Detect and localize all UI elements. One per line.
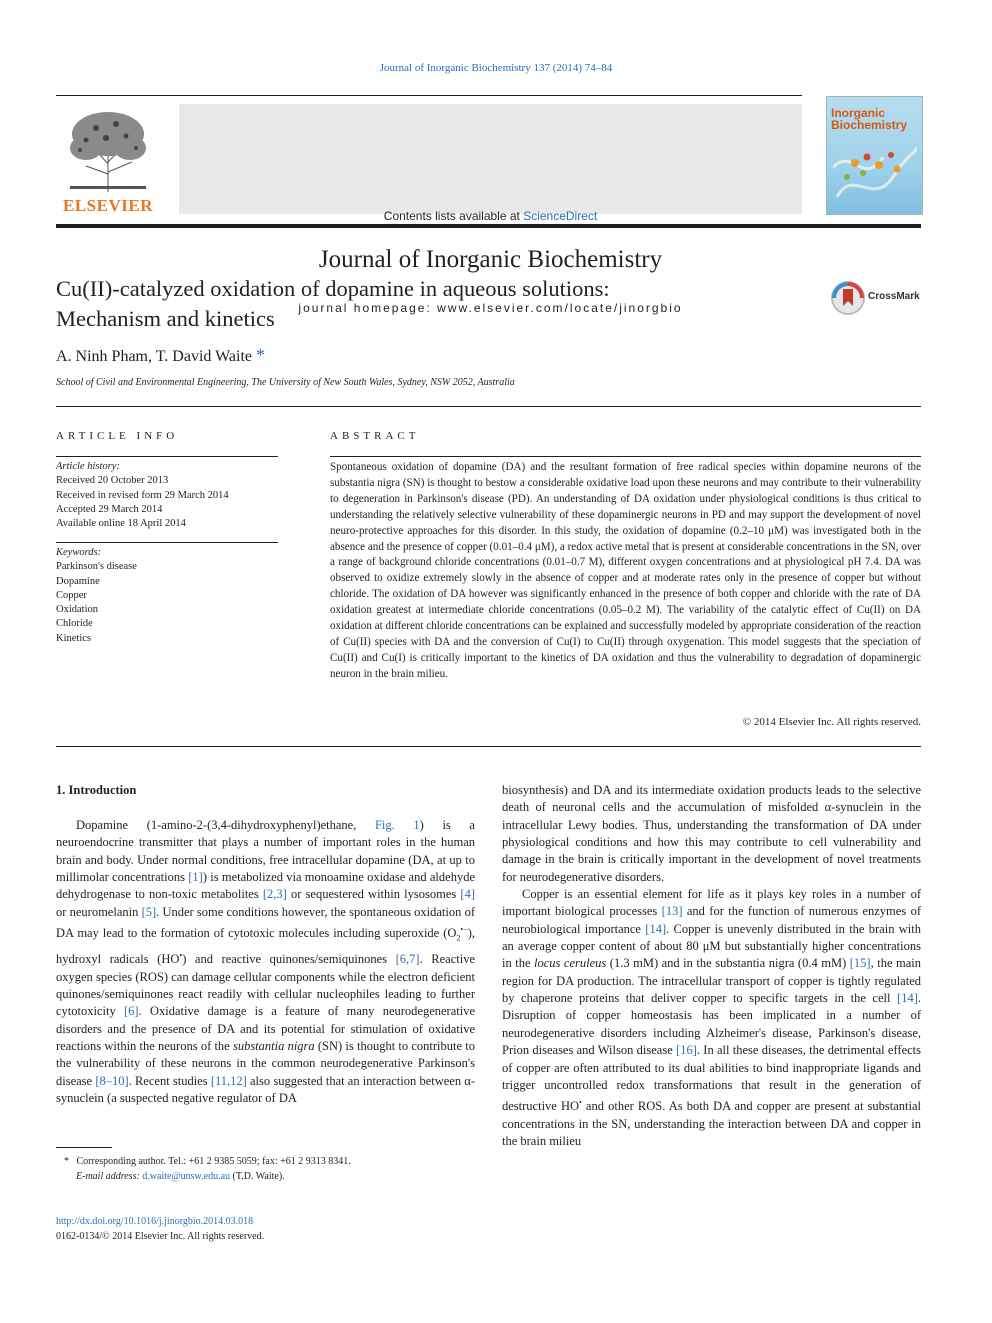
journal-title: Journal of Inorganic Biochemistry (318, 246, 663, 273)
keyword: Oxidation (56, 604, 98, 616)
elsevier-wordmark: ELSEVIER (63, 196, 153, 215)
reference-link[interactable]: [6] (123, 1004, 139, 1019)
affiliation: School of Civil and Environmental Engineering, The University of New South Wales, Sydney, NSW 2052, Australia (56, 377, 515, 388)
cover-molecule-graphic (833, 137, 917, 207)
article-info-rule (56, 456, 278, 457)
homepage-prefix: journal homepage: (298, 301, 438, 315)
keyword: Dopamine (56, 575, 100, 587)
reference-link[interactable]: [16] (676, 1043, 697, 1058)
doi-link[interactable]: http://dx.doi.org/10.1016/j.jinorgbio.2014.03.018 (56, 1216, 254, 1227)
reference-link[interactable]: [11,12] (210, 1073, 247, 1088)
header-rule (56, 95, 802, 96)
abstract-copyright: © 2014 Elsevier Inc. All rights reserved. (742, 716, 921, 728)
footnote-email: E-mail address: d.waite@unsw.edu.au (T.D. Waite). (76, 1170, 285, 1182)
history-item: Available online 18 April 2014 (56, 518, 186, 530)
abstract-rule (330, 456, 921, 457)
abstract-text: Spontaneous oxidation of dopamine (DA) and the resultant formation of free radical species within dopamine neurons of the substantia nigra (SN) is thought to bestow a considerable oxidative load upon these neurons and may contribute to their vulnerability to degeneration in Parkinson's disease (PD). An understanding of DA oxidation under physiological conditions is thus critical to understanding the relatively selective vulnerability of these dopaminergic neurons in PD and may support the development of novel neuro-protective approaches for this disorder. In this study, the oxidation of dopamine (0.2–10 μM) was investigated both in the absence and the presence of copper (0.01–0.4 μM), a redox active metal that is present at considerable concentrations in the SN, over a range of background chloride concentrations (0.01–0.7 M), different oxygen concentrations and at physiological pH 7.4. DA was observed to oxidize extremely slowly in the absence of copper and at moderate rates only in the presence of copper but without chloride. The oxidation of DA however was significantly enhanced in the presence of both copper and chloride with the rate of DA oxidation greatest at intermediate chloride concentrations (0.05–0.2 M). The variability of the catalytic effect of Cu(II) on DA oxidation at different chloride concentrations can be explained and successfully modeled by appropriate consideration of the reaction of Cu(II) species with DA and the conversion of Cu(I) to Cu(II) through oxygenation. This model suggests that the speciation of Cu(II) and Cu(I) is critically important to the kinetics of DA oxidation and thus the vulnerability to degradation of dopaminergic neuron in the brain milieu. (330, 461, 921, 680)
contents-line (179, 209, 802, 223)
history-item: Accepted 29 March 2014 (56, 503, 163, 515)
reference-link[interactable]: [6,7] (395, 952, 420, 967)
contents-prefix: Contents lists available at (383, 209, 524, 223)
authors-names: A. Ninh Pham, T. David Waite (56, 348, 253, 365)
affiliation-rule (56, 406, 921, 407)
history-label: Article history: (56, 461, 120, 472)
keyword: Copper (56, 589, 87, 601)
doi-block (56, 1215, 264, 1244)
reference-link[interactable]: [13] (661, 904, 683, 919)
history-item: Received 20 October 2013 (56, 475, 169, 487)
keywords-list (56, 546, 278, 646)
intro-paragraph-2: Copper is an essential element for life as it plays key roles in a number of important biological processes [13] and for the function of numerous enzymes of neurobiological importance [14]. Copper is unevenly distributed in the brain with an average copper content of about 80 μM but substantially higher concentrations in the locus ceruleus (1.3 mM) and in the substantia nigra (0.4 mM) [15], the main region for DA production. The intracellular transport of copper is tightly regulated by chaperone proteins that deliver copper to specific targets in the cell [14]. Disruption of copper homeostasis has been implicated in a number of neurodegenerative disorders including Alzheimer's disease, Parkinson's disease, Prion diseases and Wilson disease [16]. In all these diseases, the detrimental effects of copper are often attributed to its dual abilities to bind inappropriate ligands and trigger uncontrolled redox transformations that result in the generation of destructive HO• and other ROS. As both DA and copper are present at substantial concentrations in the SN, understanding the interaction between DA and copper in the brain milieu (502, 887, 922, 1149)
reference-link[interactable]: [4] (460, 887, 475, 902)
abstract-bottom-rule (56, 746, 921, 747)
section-heading-introduction: 1. Introduction (56, 783, 137, 797)
journal-cover-thumbnail[interactable] (826, 96, 923, 215)
reference-link[interactable]: [8–10] (95, 1073, 129, 1088)
reference-link[interactable]: [14] (897, 991, 918, 1006)
journal-citation-link[interactable]: Journal of Inorganic Biochemistry 137 (2014) 74–84 (379, 62, 613, 74)
keywords-label: Keywords: (56, 547, 102, 558)
author-list (56, 345, 265, 366)
article-info-heading: ARTICLE INFO (56, 430, 179, 442)
abstract-heading: ABSTRACT (330, 430, 420, 442)
header-thick-rule (56, 224, 921, 228)
footnote-rule (56, 1147, 112, 1148)
reference-link[interactable]: [2,3] (262, 887, 287, 902)
intro-paragraph-1-continued: biosynthesis) and DA and its intermediate oxidation products leads to the selective death of neuronal cells and the accumulation of misfolded α-synuclein in the intracellular Lewy bodies. Thus, understanding the transformation of DA under physiological conditions and how this may contribute to cell vulnerability and damage in the brain is critically important in the development of novel treatments for neurodegenerative disorders. (502, 783, 921, 884)
keywords-rule (56, 542, 278, 543)
keyword: Parkinson's disease (56, 561, 137, 573)
body-column-right (502, 782, 921, 1150)
homepage-link[interactable]: www.elsevier.com/locate/jinorgbio (437, 301, 683, 315)
reference-link[interactable]: [5] (141, 904, 157, 919)
keyword: Chloride (56, 618, 93, 630)
reference-link[interactable]: [15] (849, 956, 871, 971)
footnote-corresponding: * Corresponding author. Tel.: +61 2 9385 5059; fax: +61 2 9313 8341. (64, 1156, 351, 1167)
figure-link[interactable]: Fig. 1 (374, 818, 420, 832)
body-column-left (56, 817, 475, 1107)
sciencedirect-link[interactable]: ScienceDirect (523, 209, 598, 223)
intro-paragraph-1: Dopamine (1-amino-2-(3,4-dihydroxyphenyl)ethane, Fig. 1) is a neuroendocrine transmitter that plays a number of important roles in the human brain and body. Under normal conditions, free intracellular dopamine (DA, at up to millimolar concentrations [1]) is metabolized via monoamine oxidase and aldehyde dehydrogenase to non-toxic metabolites [2,3] or sequestered within lysosomes [4] or neuromelanin [5]. Under some conditions however, the spontaneous oxidation of DA may lead to the formation of cytotoxic molecules including superoxide $(O_2^{•-})$, hydroxyl radicals (HO•) and reactive quinones/semiquinones [6,7]. Reactive oxygen species (ROS) can damage cellular components while the electron deficient quinones/semiquinones react readily with cellular nucleophiles leading to further cytotoxicity [6]. Oxidative damage is a feature of many neurodegenerative disorders and the presence of DA and its potential for stimulation of oxidative reactions within the neurons of the substantia nigra (SN) is thought to contribute to the vulnerability of these neurons in the common neurodegenerative Parkinson's disease [8–10]. Recent studies [11,12] also suggested that an interaction between α-synuclein (a suspected negative regulator of DA (56, 818, 476, 1105)
cover-title: Inorganic Biochemistry (831, 106, 908, 132)
reference-link[interactable]: [14] (645, 921, 667, 936)
crossmark-label[interactable]: CrossMark (868, 291, 920, 302)
footnote (56, 1155, 476, 1184)
article-history (56, 460, 278, 531)
crossmark-icon (830, 280, 866, 316)
keyword: Kinetics (56, 632, 91, 644)
corresponding-author-link[interactable]: * (256, 345, 266, 365)
email-link[interactable]: d.waite@unsw.edu.au (142, 1170, 231, 1182)
crossmark-badge[interactable] (830, 280, 866, 320)
issn-line: 0162-0134/© 2014 Elsevier Inc. All rights reserved. (56, 1230, 265, 1242)
reference-link[interactable]: [1] (188, 870, 203, 885)
history-item: Received in revised form 29 March 2014 (56, 489, 229, 501)
article-title: Cu(II)-catalyzed oxidation of dopamine in aqueous solutions: Mechanism and kinetics (56, 276, 610, 331)
